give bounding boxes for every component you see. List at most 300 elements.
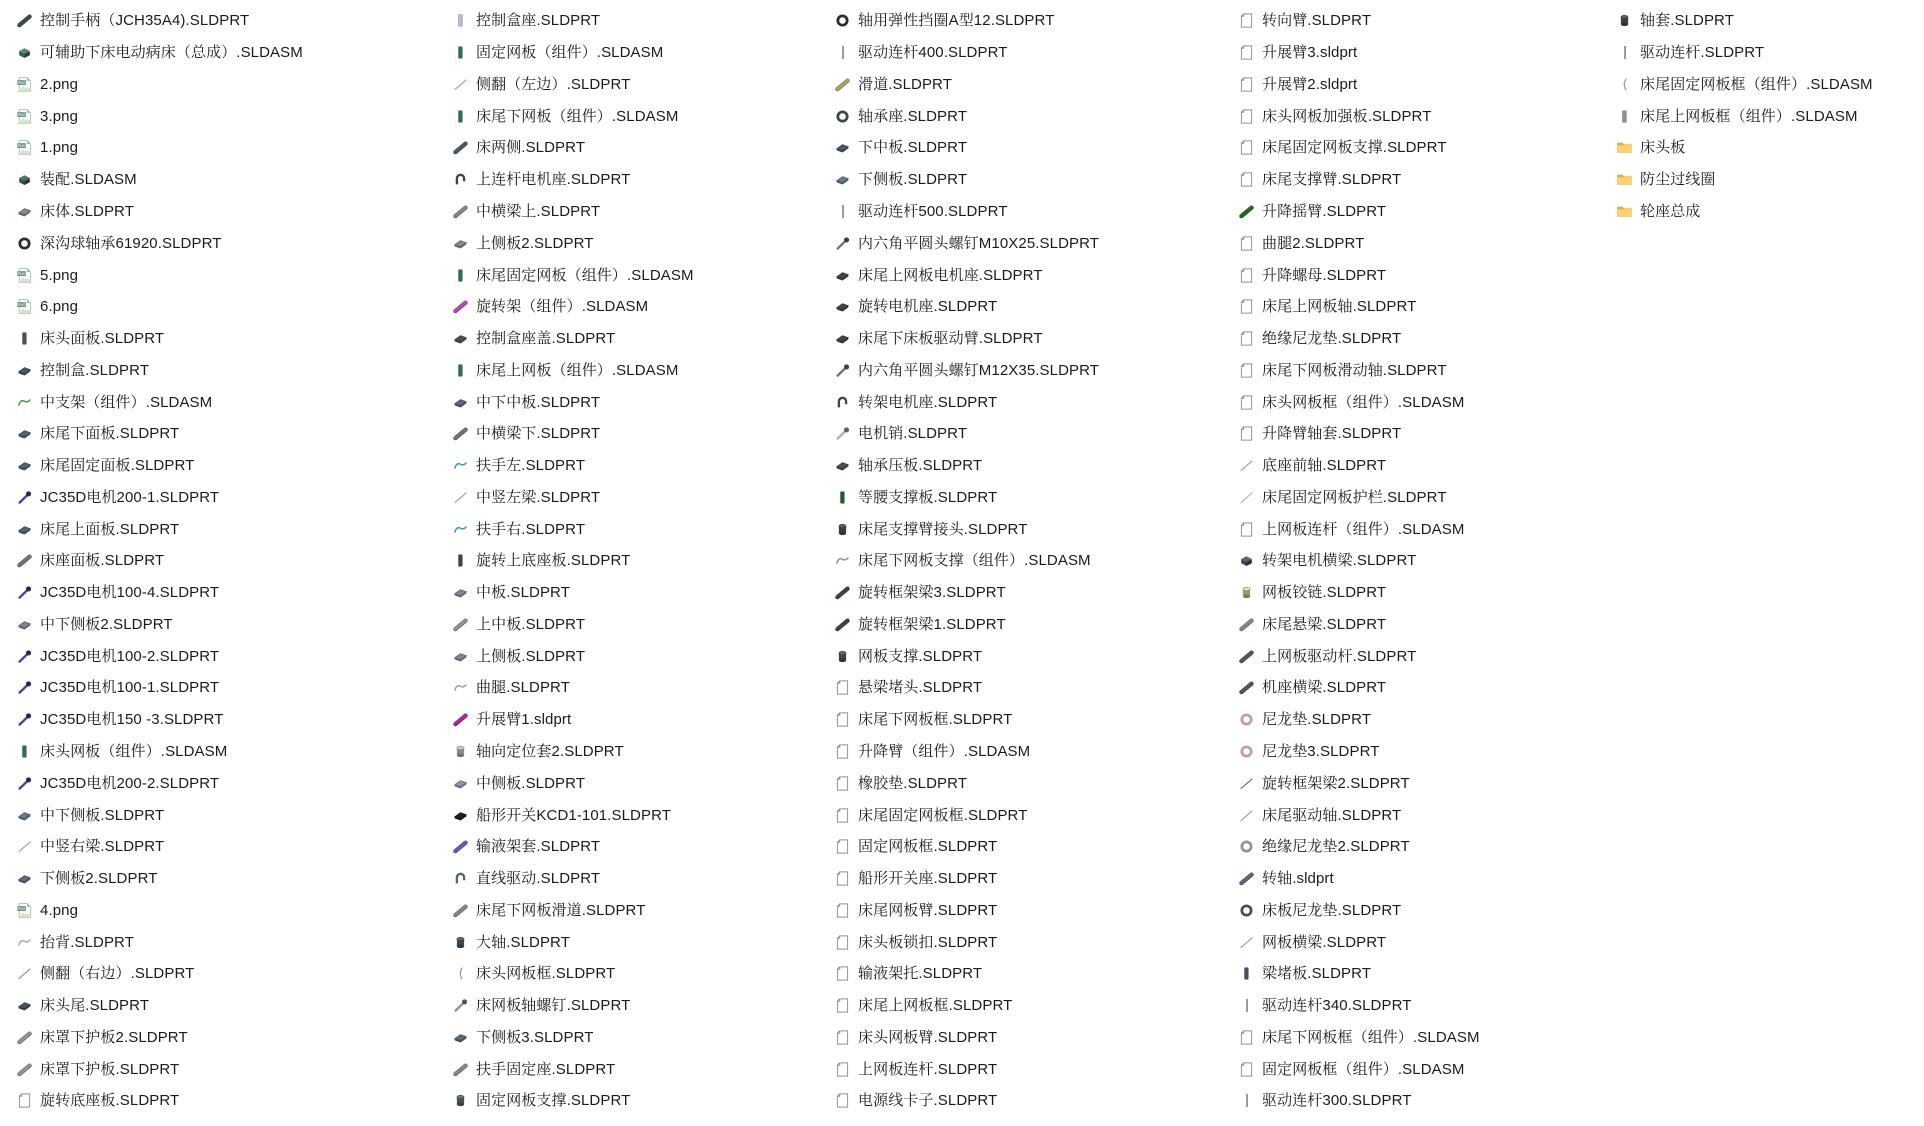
- plate-icon: [16, 616, 33, 633]
- file-item[interactable]: [1238, 1053, 1484, 1085]
- vbar-icon: [452, 362, 469, 379]
- file-item[interactable]: [1238, 1022, 1484, 1054]
- file-item[interactable]: [1616, 196, 1877, 228]
- file-item[interactable]: [1238, 1085, 1484, 1117]
- file-item[interactable]: [1238, 831, 1484, 863]
- plate-icon: [452, 648, 469, 665]
- file-list-column-4: [1238, 5, 1484, 1117]
- file-item[interactable]: [452, 704, 698, 736]
- file-name: 旋转底座板.SLDPRT: [40, 1092, 180, 1110]
- bar-icon: [1238, 616, 1255, 633]
- file-item[interactable]: [16, 704, 307, 736]
- page-icon: [1238, 76, 1255, 93]
- file-name: 床尾固定网板护栏.SLDPRT: [1262, 488, 1447, 506]
- file-item[interactable]: [452, 100, 698, 132]
- file-item[interactable]: [1238, 132, 1484, 164]
- page-icon: [834, 934, 851, 951]
- file-item[interactable]: [16, 640, 307, 672]
- file-item[interactable]: [1238, 799, 1484, 831]
- screw-icon: [16, 679, 33, 696]
- bar-icon: [1238, 648, 1255, 665]
- file-item[interactable]: [16, 990, 307, 1022]
- file-name: 2.png: [40, 75, 79, 93]
- screw-icon: [16, 584, 33, 601]
- file-item[interactable]: [834, 196, 1103, 228]
- bar-icon: [834, 616, 851, 633]
- file-item[interactable]: [16, 831, 307, 863]
- file-name: 床体.SLDPRT: [40, 202, 134, 220]
- file-item[interactable]: [834, 577, 1103, 609]
- file-item[interactable]: [16, 767, 307, 799]
- file-item[interactable]: [16, 164, 307, 196]
- file-item[interactable]: [834, 164, 1103, 196]
- file-item[interactable]: [1238, 990, 1484, 1022]
- file-name: 固定网板（组件）.SLDASM: [476, 44, 664, 62]
- file-name: 上侧板2.SLDPRT: [476, 234, 594, 252]
- file-item[interactable]: [834, 132, 1103, 164]
- file-item[interactable]: [452, 132, 698, 164]
- file-name: 内六角平圆头螺钉M12X35.SLDPRT: [858, 361, 1100, 379]
- file-item[interactable]: [1238, 926, 1484, 958]
- box-icon: [1238, 552, 1255, 569]
- file-name: 床尾固定网板框.SLDPRT: [858, 806, 1028, 824]
- ring-icon: [1238, 711, 1255, 728]
- file-item[interactable]: [16, 1085, 307, 1117]
- file-item[interactable]: [1238, 767, 1484, 799]
- file-name: 滑道.SLDPRT: [858, 75, 952, 93]
- plate-icon: [834, 298, 851, 315]
- file-item[interactable]: [16, 5, 307, 37]
- file-name: 大轴.SLDPRT: [476, 933, 570, 951]
- file-item[interactable]: [834, 672, 1103, 704]
- thin-icon: [16, 838, 33, 855]
- file-item[interactable]: [834, 100, 1103, 132]
- file-name: 防尘过线圈: [1640, 171, 1716, 189]
- file-item[interactable]: [452, 69, 698, 101]
- file-name: 船形开关座.SLDPRT: [858, 870, 998, 888]
- file-item[interactable]: [16, 894, 307, 926]
- file-item[interactable]: [452, 513, 698, 545]
- file-item[interactable]: [16, 926, 307, 958]
- file-item[interactable]: [834, 736, 1103, 768]
- file-name: 扶手左.SLDPRT: [476, 457, 586, 475]
- file-name: 电机销.SLDPRT: [858, 425, 968, 443]
- file-item[interactable]: [16, 69, 307, 101]
- file-item[interactable]: [452, 164, 698, 196]
- file-item[interactable]: [834, 227, 1103, 259]
- file-item[interactable]: [1238, 291, 1484, 323]
- file-item[interactable]: [834, 926, 1103, 958]
- file-name: 中下侧板2.SLDPRT: [40, 615, 173, 633]
- file-item[interactable]: [834, 958, 1103, 990]
- file-item[interactable]: [16, 196, 307, 228]
- plate-icon: [452, 394, 469, 411]
- file-item[interactable]: [16, 672, 307, 704]
- bar-icon: [452, 1061, 469, 1078]
- file-name: 床头网板（组件）.SLDASM: [40, 742, 228, 760]
- file-name: 轮座总成: [1640, 202, 1701, 220]
- file-name: 电源线卡子.SLDPRT: [858, 1092, 998, 1110]
- png-icon: [16, 108, 33, 125]
- file-item[interactable]: [452, 37, 698, 69]
- file-name: 床头板: [1640, 139, 1686, 157]
- file-item[interactable]: [452, 863, 698, 895]
- plate-icon: [452, 775, 469, 792]
- file-name: 床尾悬梁.SLDPRT: [1262, 615, 1387, 633]
- file-item[interactable]: [1616, 132, 1877, 164]
- file-item[interactable]: [16, 132, 307, 164]
- file-name: 床头网板框.SLDPRT: [476, 965, 616, 983]
- file-item[interactable]: [16, 481, 307, 513]
- file-item[interactable]: [1238, 894, 1484, 926]
- file-item[interactable]: [452, 545, 698, 577]
- file-name: 床罩下护板.SLDPRT: [40, 1060, 180, 1078]
- file-name: 床尾固定网板支撑.SLDPRT: [1262, 139, 1447, 157]
- file-item[interactable]: [834, 1053, 1103, 1085]
- file-item[interactable]: [452, 1053, 698, 1085]
- vbar-icon: [1238, 965, 1255, 982]
- plate-icon: [16, 362, 33, 379]
- file-name: 内六角平圆头螺钉M10X25.SLDPRT: [858, 234, 1100, 252]
- file-item[interactable]: [452, 5, 698, 37]
- file-item[interactable]: [834, 767, 1103, 799]
- file-item[interactable]: [452, 386, 698, 418]
- file-item[interactable]: [834, 704, 1103, 736]
- file-item[interactable]: [452, 767, 698, 799]
- file-item[interactable]: [16, 323, 307, 355]
- file-name: JC35D电机200-2.SLDPRT: [40, 774, 220, 792]
- file-item[interactable]: [1238, 672, 1484, 704]
- file-item[interactable]: [16, 863, 307, 895]
- vbar-icon: [16, 330, 33, 347]
- file-list-column-3: [834, 5, 1103, 1117]
- file-name: 旋转框架梁1.SLDPRT: [858, 615, 1006, 633]
- file-name: 旋转架（组件）.SLDASM: [476, 298, 649, 316]
- file-item[interactable]: [1238, 863, 1484, 895]
- file-name: 驱动连杆.SLDPRT: [1640, 44, 1765, 62]
- file-item[interactable]: [452, 831, 698, 863]
- file-item[interactable]: [452, 640, 698, 672]
- ring-icon: [1238, 838, 1255, 855]
- hook-icon: [452, 870, 469, 887]
- file-item[interactable]: [16, 736, 307, 768]
- thin-icon: [452, 76, 469, 93]
- page-icon: [834, 870, 851, 887]
- file-item[interactable]: [1238, 196, 1484, 228]
- wire-icon: [16, 934, 33, 951]
- file-name: 床尾下网板支撑（组件）.SLDASM: [858, 552, 1091, 570]
- file-name: 扶手固定座.SLDPRT: [476, 1060, 616, 1078]
- file-item[interactable]: [1238, 736, 1484, 768]
- file-name: 曲腿.SLDPRT: [476, 679, 570, 697]
- file-item[interactable]: [1616, 5, 1877, 37]
- file-item[interactable]: [834, 990, 1103, 1022]
- file-name: 悬梁堵头.SLDPRT: [858, 679, 983, 697]
- file-name: 床网板轴螺钉.SLDPRT: [476, 997, 631, 1015]
- file-name: 旋转框架梁3.SLDPRT: [858, 584, 1006, 602]
- file-item[interactable]: [1616, 164, 1877, 196]
- file-item[interactable]: [1238, 259, 1484, 291]
- file-item[interactable]: [1238, 164, 1484, 196]
- png-icon: [16, 902, 33, 919]
- file-item[interactable]: [834, 259, 1103, 291]
- page-icon: [834, 775, 851, 792]
- file-item[interactable]: [834, 609, 1103, 641]
- file-name: 升展臂3.sldprt: [1262, 44, 1358, 62]
- file-name: 机座横梁.SLDPRT: [1262, 679, 1387, 697]
- png-icon: [16, 298, 33, 315]
- box-icon: [16, 44, 33, 61]
- file-item[interactable]: [1238, 37, 1484, 69]
- file-item[interactable]: [1616, 100, 1877, 132]
- vline-icon: [1238, 997, 1255, 1014]
- file-item[interactable]: [16, 545, 307, 577]
- file-item[interactable]: [16, 577, 307, 609]
- file-item[interactable]: [16, 450, 307, 482]
- file-item[interactable]: [16, 958, 307, 990]
- file-name: 固定网板框（组件）.SLDASM: [1262, 1060, 1465, 1078]
- file-name: 床尾下网板滑道.SLDPRT: [476, 901, 646, 919]
- file-item[interactable]: [1238, 513, 1484, 545]
- file-name: JC35D电机150 -3.SLDPRT: [40, 711, 224, 729]
- bar-icon: [1238, 870, 1255, 887]
- vbar-icon: [452, 12, 469, 29]
- file-item[interactable]: [1238, 577, 1484, 609]
- file-name: 床尾下网板（组件）.SLDASM: [476, 107, 679, 125]
- bar-icon: [452, 838, 469, 855]
- screw-icon: [834, 362, 851, 379]
- file-name: 上侧板.SLDPRT: [476, 647, 586, 665]
- bar-icon: [16, 552, 33, 569]
- page-icon: [834, 965, 851, 982]
- svg-text:PNG: PNG: [17, 144, 26, 149]
- file-item[interactable]: [452, 323, 698, 355]
- page-icon: [1238, 394, 1255, 411]
- file-item[interactable]: [834, 418, 1103, 450]
- file-name: 轴承座.SLDPRT: [858, 107, 968, 125]
- page-icon: [1238, 44, 1255, 61]
- file-name: 橡胶垫.SLDPRT: [858, 774, 968, 792]
- screw-icon: [452, 997, 469, 1014]
- file-item[interactable]: [16, 100, 307, 132]
- file-item[interactable]: [16, 1053, 307, 1085]
- file-item[interactable]: [1238, 418, 1484, 450]
- file-item[interactable]: [834, 323, 1103, 355]
- page-icon: [834, 902, 851, 919]
- file-item[interactable]: [834, 481, 1103, 513]
- file-item[interactable]: [16, 799, 307, 831]
- bar-icon: [452, 616, 469, 633]
- file-item[interactable]: [1616, 69, 1877, 101]
- file-item[interactable]: [1238, 609, 1484, 641]
- file-name: 中横梁下.SLDPRT: [476, 425, 601, 443]
- file-list-column-5: [1616, 5, 1877, 227]
- file-item[interactable]: [834, 37, 1103, 69]
- file-name: 侧翻（左边）.SLDPRT: [476, 75, 631, 93]
- file-name: 尼龙垫.SLDPRT: [1262, 711, 1372, 729]
- file-item[interactable]: [452, 926, 698, 958]
- file-name: 床尾上网板轴.SLDPRT: [1262, 298, 1417, 316]
- file-name: 床尾上面板.SLDPRT: [40, 520, 180, 538]
- page-icon: [1238, 362, 1255, 379]
- folder-icon: [1616, 203, 1633, 220]
- bar-icon: [16, 1061, 33, 1078]
- file-item[interactable]: [834, 831, 1103, 863]
- bar-icon: [16, 12, 33, 29]
- file-name: 升降臂（组件）.SLDASM: [858, 742, 1031, 760]
- file-item[interactable]: [834, 5, 1103, 37]
- file-item[interactable]: [16, 513, 307, 545]
- file-name: 床头板锁扣.SLDPRT: [858, 933, 998, 951]
- file-item[interactable]: [834, 863, 1103, 895]
- file-name: 直线驱动.SLDPRT: [476, 870, 601, 888]
- thin-icon: [1238, 775, 1255, 792]
- file-item[interactable]: [1238, 100, 1484, 132]
- file-item[interactable]: [1238, 386, 1484, 418]
- file-item[interactable]: [834, 1022, 1103, 1054]
- file-name: 扶手右.SLDPRT: [476, 520, 586, 538]
- thin-icon: [1238, 457, 1255, 474]
- vline-icon: [834, 44, 851, 61]
- file-item[interactable]: [834, 640, 1103, 672]
- file-item[interactable]: [834, 513, 1103, 545]
- file-item[interactable]: [1238, 958, 1484, 990]
- file-item[interactable]: [1238, 323, 1484, 355]
- thin-icon: [16, 965, 33, 982]
- file-item[interactable]: [834, 291, 1103, 323]
- file-name: 驱动连杆300.SLDPRT: [1262, 1092, 1412, 1110]
- page-icon: [1238, 139, 1255, 156]
- png-icon: [16, 267, 33, 284]
- file-item[interactable]: [1238, 69, 1484, 101]
- thin-icon: [1238, 934, 1255, 951]
- file-name: 转架电机横梁.SLDPRT: [1262, 552, 1417, 570]
- file-name: 升展臂1.sldprt: [476, 711, 572, 729]
- file-item[interactable]: [452, 1085, 698, 1117]
- file-item[interactable]: [16, 227, 307, 259]
- file-item[interactable]: [16, 1022, 307, 1054]
- file-item[interactable]: [834, 450, 1103, 482]
- plate-icon: [16, 425, 33, 442]
- file-item[interactable]: [834, 386, 1103, 418]
- file-item[interactable]: [1238, 704, 1484, 736]
- file-item[interactable]: [1238, 5, 1484, 37]
- file-name: 中支架（组件）.SLDASM: [40, 393, 213, 411]
- file-item[interactable]: [1238, 354, 1484, 386]
- file-item[interactable]: [16, 37, 307, 69]
- file-item[interactable]: [834, 894, 1103, 926]
- file-name: 床尾下网板框.SLDPRT: [858, 711, 1013, 729]
- file-item[interactable]: [452, 609, 698, 641]
- file-item[interactable]: [1238, 481, 1484, 513]
- file-item[interactable]: [452, 799, 698, 831]
- file-item[interactable]: [16, 291, 307, 323]
- file-name: 床板尼龙垫.SLDPRT: [1262, 901, 1402, 919]
- file-item[interactable]: [1238, 227, 1484, 259]
- file-item[interactable]: [16, 418, 307, 450]
- file-name: 中横梁上.SLDPRT: [476, 202, 601, 220]
- file-item[interactable]: [452, 450, 698, 482]
- file-item[interactable]: [834, 545, 1103, 577]
- file-item[interactable]: [16, 354, 307, 386]
- file-name: 驱动连杆400.SLDPRT: [858, 44, 1008, 62]
- file-item[interactable]: [16, 386, 307, 418]
- file-item[interactable]: [452, 990, 698, 1022]
- file-item[interactable]: [452, 291, 698, 323]
- file-name: 驱动连杆500.SLDPRT: [858, 202, 1008, 220]
- svg-text:PNG: PNG: [17, 271, 26, 276]
- plate-icon: [834, 267, 851, 284]
- page-icon: [1238, 108, 1255, 125]
- plate-icon: [452, 1029, 469, 1046]
- file-item[interactable]: [452, 259, 698, 291]
- file-item[interactable]: [452, 196, 698, 228]
- file-item[interactable]: [452, 418, 698, 450]
- screw-icon: [16, 489, 33, 506]
- file-item[interactable]: [16, 259, 307, 291]
- plate-icon: [452, 807, 469, 824]
- file-name: 中下侧板.SLDPRT: [40, 806, 165, 824]
- ring-icon: [1238, 902, 1255, 919]
- file-item[interactable]: [16, 609, 307, 641]
- file-name: 中板.SLDPRT: [476, 584, 570, 602]
- file-item[interactable]: [834, 69, 1103, 101]
- wire-icon: [834, 552, 851, 569]
- file-item[interactable]: [834, 354, 1103, 386]
- file-item[interactable]: [452, 1022, 698, 1054]
- file-item[interactable]: [452, 958, 698, 990]
- box-icon: [16, 171, 33, 188]
- file-name: 轴用弹性挡圈A型12.SLDPRT: [858, 12, 1055, 30]
- file-item[interactable]: [1238, 450, 1484, 482]
- file-item[interactable]: [452, 481, 698, 513]
- file-item[interactable]: [452, 894, 698, 926]
- file-item[interactable]: [452, 354, 698, 386]
- file-name: 床两侧.SLDPRT: [476, 139, 586, 157]
- bar-icon: [16, 1029, 33, 1046]
- svg-text:PNG: PNG: [17, 906, 26, 911]
- file-item[interactable]: [1616, 37, 1877, 69]
- file-list-column-1: [16, 5, 307, 1117]
- file-item[interactable]: [452, 736, 698, 768]
- bracket-icon: [452, 965, 469, 982]
- file-item[interactable]: [452, 577, 698, 609]
- file-name: 床尾固定网板（组件）.SLDASM: [476, 266, 694, 284]
- file-item[interactable]: [1238, 545, 1484, 577]
- file-item[interactable]: [834, 1085, 1103, 1117]
- plate-icon: [16, 203, 33, 220]
- folder-icon: [1616, 139, 1633, 156]
- file-item[interactable]: [834, 799, 1103, 831]
- file-name: JC35D电机200-1.SLDPRT: [40, 488, 220, 506]
- cyl-icon: [834, 521, 851, 538]
- page-icon: [834, 679, 851, 696]
- svg-text:PNG: PNG: [17, 80, 26, 85]
- file-item[interactable]: [1238, 640, 1484, 672]
- page-icon: [1238, 267, 1255, 284]
- file-item[interactable]: [452, 227, 698, 259]
- file-name: 1.png: [40, 139, 79, 157]
- page-icon: [834, 807, 851, 824]
- plate-icon: [834, 457, 851, 474]
- file-name: 下中板.SLDPRT: [858, 139, 968, 157]
- file-name: 固定网板框.SLDPRT: [858, 838, 998, 856]
- file-item[interactable]: [452, 672, 698, 704]
- file-name: 上中板.SLDPRT: [476, 615, 586, 633]
- vbar-icon: [452, 552, 469, 569]
- file-name: 中竖左梁.SLDPRT: [476, 488, 601, 506]
- bar-icon: [1238, 679, 1255, 696]
